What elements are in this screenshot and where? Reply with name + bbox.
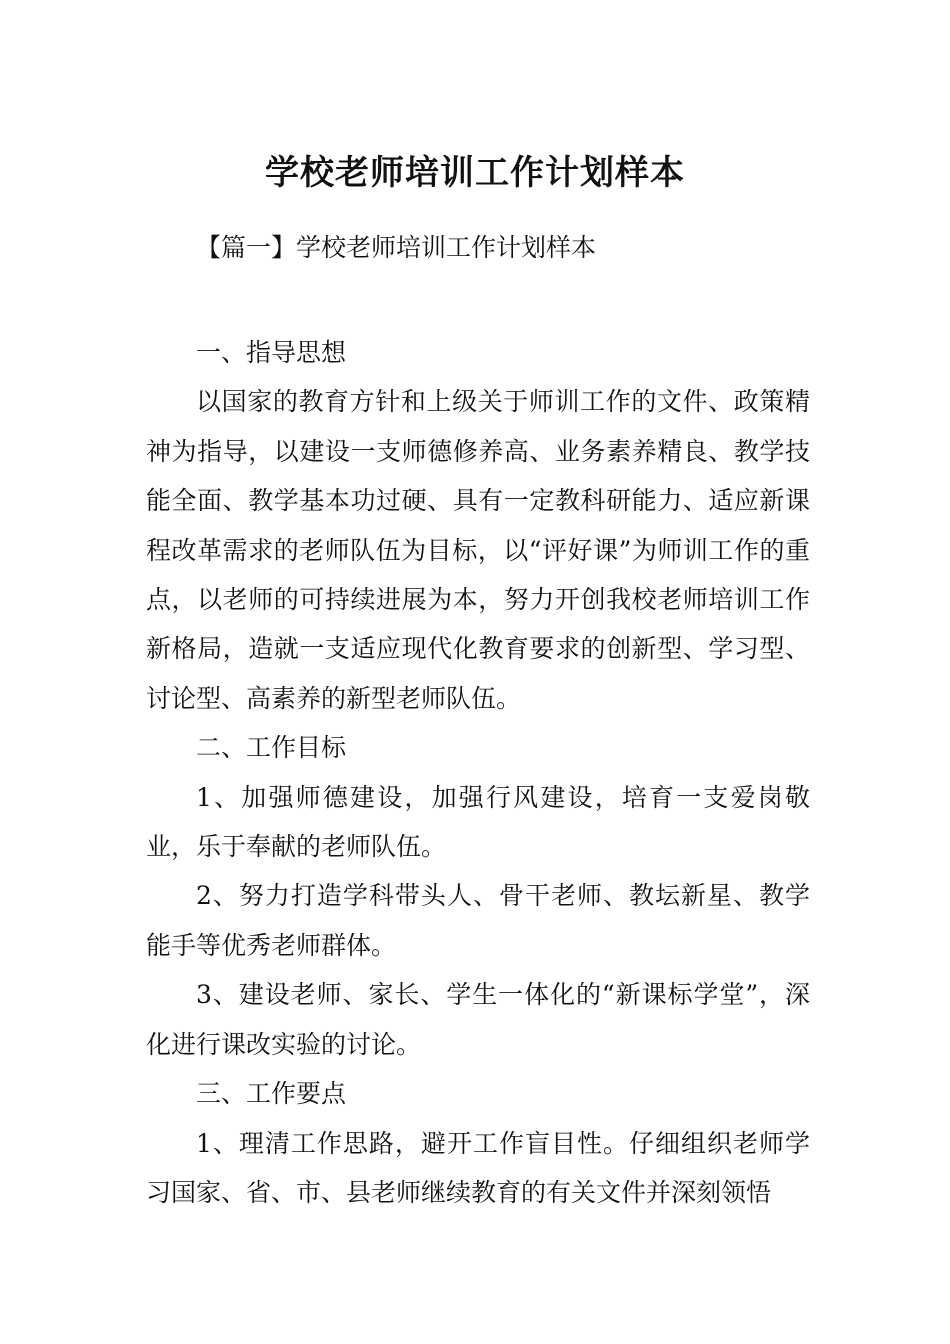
document-subtitle: 【篇一】学校老师培训工作计划样本 <box>196 233 597 262</box>
paragraph-point-1: 1、理清工作思路，避开工作盲目性。仔细组织老师学习国家、省、市、县老师继续教育的有关文件并深刻领悟 <box>146 1128 810 1207</box>
paragraph-guiding-ideology: 以国家的教育方针和上级关于师训工作的文件、政策精神为指导，以建设一支师德修养高、业务素养精良、教学技能全面、教学基本功过硬、具有一定教科研能力、适应新课程改革需求的老师队伍为目标，以“评好课”为师训工作的重点，以老师的可持续进展为本，努力开创我校老师培训工作新格局，造就一支适应现代化教育要求的创新型、学习型、讨论型、高素养的新型老师队伍。 <box>146 387 810 713</box>
paragraph-goal-1: 1、加强师德建设，加强行风建设，培育一支爱岗敬业，乐于奉献的老师队伍。 <box>146 782 810 862</box>
section-heading-work-goals: 二、工作目标 <box>196 733 347 763</box>
paragraph-goal-3: 3、建设老师、家长、学生一体化的“新课标学堂”，深化进行课改实验的讨论。 <box>146 980 810 1059</box>
document-title: 学校老师培训工作计划样本 <box>265 152 685 193</box>
section-heading-guiding-ideology: 一、指导思想 <box>196 338 347 367</box>
paragraph-goal-2: 2、努力打造学科带头人、骨干老师、教坛新星、教学能手等优秀老师群体。 <box>146 881 810 960</box>
document-body <box>146 328 810 1217</box>
section-heading-work-points: 三、工作要点 <box>196 1079 347 1109</box>
